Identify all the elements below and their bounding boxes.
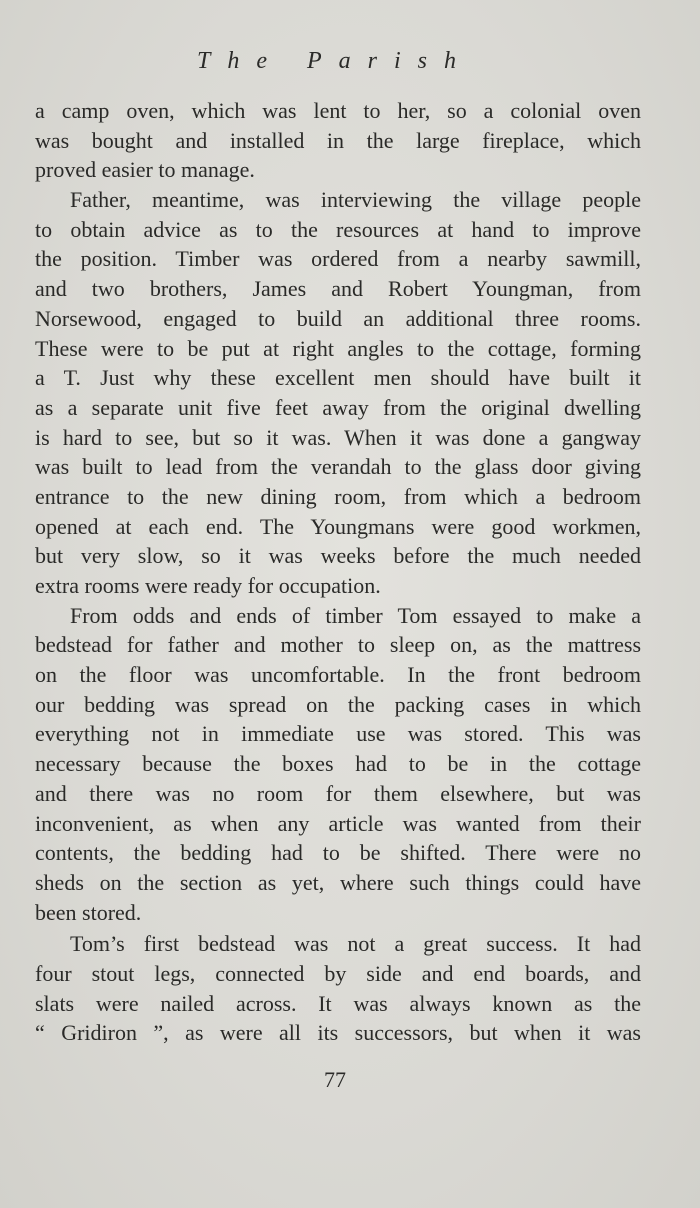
text-line: Father, meantime, was interviewing the village people bbox=[70, 187, 641, 213]
text-line: opened at each end. The Youngmans were good workmen, bbox=[35, 513, 641, 539]
text-line: four stout legs, connected by side and end boards, and bbox=[35, 960, 641, 986]
text-line: proved easier to manage. bbox=[35, 157, 255, 183]
text-line: was built to lead from the verandah to the glass door giving bbox=[35, 454, 641, 480]
text-line: Tom’s first bedstead was not a great success. It had bbox=[70, 931, 641, 957]
text-line: inconvenient, as when any article was wanted from their bbox=[35, 810, 641, 836]
text-line: to obtain advice as to the resources at hand to improve bbox=[35, 216, 641, 242]
text-line: slats were nailed across. It was always known as the bbox=[35, 990, 641, 1016]
text-line: the position. Timber was ordered from a nearby sawmill, bbox=[35, 246, 641, 272]
paragraph bbox=[35, 601, 641, 928]
running-head: The Parish bbox=[196, 48, 473, 74]
paragraph bbox=[35, 929, 641, 1048]
paragraph bbox=[35, 185, 641, 601]
text-line: on the floor was uncomfortable. In the front bedroom bbox=[35, 662, 641, 688]
text-line: and there was no room for them elsewhere, but was bbox=[35, 780, 641, 806]
text-line: “ Gridiron ”, as were all its successors, but when it was bbox=[35, 1020, 641, 1046]
text-line: and two brothers, James and Robert Youngman, from bbox=[35, 276, 641, 302]
paragraph bbox=[35, 96, 641, 185]
text-line: bedstead for father and mother to sleep on, as the mattress bbox=[35, 632, 641, 658]
text-line: a camp oven, which was lent to her, so a colonial oven bbox=[35, 98, 641, 123]
text-line: been stored. bbox=[35, 899, 142, 925]
text-line: our bedding was spread on the packing cases in which bbox=[35, 691, 641, 717]
text-line: is hard to see, but so it was. When it was done a gangway bbox=[35, 424, 641, 450]
text-line: From odds and ends of timber Tom essayed to make a bbox=[70, 602, 641, 628]
text-line: as a separate unit five feet away from the original dwelling bbox=[35, 394, 641, 420]
text-line: but very slow, so it was weeks before the much needed bbox=[35, 543, 641, 569]
text-line: contents, the bedding had to be shifted. There were no bbox=[35, 840, 641, 866]
text-line: sheds on the section as yet, where such things could have bbox=[35, 869, 641, 895]
page-number: 77 bbox=[324, 1067, 346, 1092]
text-line: These were to be put at right angles to the cottage, forming bbox=[35, 335, 641, 361]
text-line: entrance to the new dining room, from which a bedroom bbox=[35, 483, 641, 509]
body-text bbox=[35, 96, 641, 1048]
text-line: was bought and installed in the large fireplace, which bbox=[35, 127, 641, 153]
text-line: a T. Just why these excellent men should have built it bbox=[35, 365, 641, 391]
text-line: Norsewood, engaged to build an additional three rooms. bbox=[35, 305, 641, 331]
text-line: necessary because the boxes had to be in the cottage bbox=[35, 751, 641, 777]
text-line: everything not in immediate use was stored. This was bbox=[35, 721, 641, 747]
text-line: extra rooms were ready for occupation. bbox=[35, 573, 381, 598]
